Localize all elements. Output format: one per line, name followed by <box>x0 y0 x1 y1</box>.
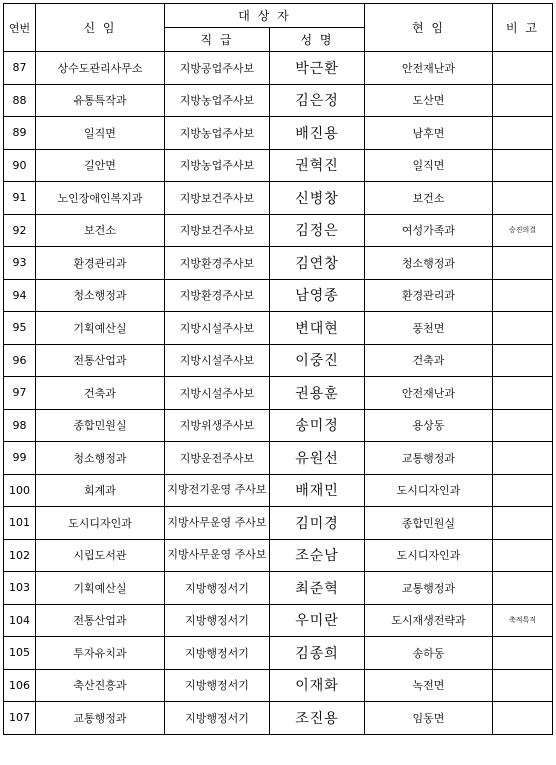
grade-cell: 지방시설주사보 <box>165 344 270 377</box>
current-post-cell: 안전재난과 <box>365 377 493 410</box>
remark-cell <box>493 637 553 670</box>
table-row <box>4 279 553 312</box>
row-number: 95 <box>4 312 36 345</box>
table-body <box>4 52 553 735</box>
row-number: 103 <box>4 572 36 605</box>
name-cell: 송미정 <box>270 409 365 442</box>
name-cell: 김정은 <box>270 214 365 247</box>
current-post-cell: 안전재난과 <box>365 52 493 85</box>
remark-cell <box>493 149 553 182</box>
current-post-cell: 교통행정과 <box>365 572 493 605</box>
table-row <box>4 572 553 605</box>
remark-cell <box>493 117 553 150</box>
name-cell: 권혁진 <box>270 149 365 182</box>
current-post-cell: 도시재생전략과 <box>365 604 493 637</box>
name-cell: 권용훈 <box>270 377 365 410</box>
personnel-table <box>3 3 553 735</box>
remark-cell <box>493 572 553 605</box>
row-number: 98 <box>4 409 36 442</box>
remark-cell <box>493 409 553 442</box>
grade-cell: 지방행정서기 <box>165 604 270 637</box>
new-post-cell: 일직면 <box>36 117 165 150</box>
name-cell: 김연창 <box>270 247 365 280</box>
current-post-cell: 남후면 <box>365 117 493 150</box>
grade-cell: 지방보건주사보 <box>165 214 270 247</box>
remark-cell <box>493 247 553 280</box>
grade-cell: 지방전기운영 주사보 <box>165 474 270 507</box>
new-post-cell: 청소행정과 <box>36 442 165 475</box>
row-number: 93 <box>4 247 36 280</box>
row-number: 106 <box>4 669 36 702</box>
grade-cell: 지방행정서기 <box>165 572 270 605</box>
current-post-cell: 종합민원실 <box>365 507 493 540</box>
new-post-cell: 유통특작과 <box>36 84 165 117</box>
current-post-cell: 건축과 <box>365 344 493 377</box>
table-row <box>4 214 553 247</box>
grade-cell: 지방공업주사보 <box>165 52 270 85</box>
remark-cell <box>493 702 553 735</box>
header-grade: 직 급 <box>165 28 270 52</box>
name-cell: 배재민 <box>270 474 365 507</box>
current-post-cell: 청소행정과 <box>365 247 493 280</box>
row-number: 105 <box>4 637 36 670</box>
table-row <box>4 377 553 410</box>
new-post-cell: 축산진흥과 <box>36 669 165 702</box>
grade-cell: 지방사무운영 주사보 <box>165 539 270 572</box>
name-cell: 남영종 <box>270 279 365 312</box>
name-cell: 우미란 <box>270 604 365 637</box>
grade-cell: 지방행정서기 <box>165 637 270 670</box>
new-post-cell: 청소행정과 <box>36 279 165 312</box>
current-post-cell: 환경관리과 <box>365 279 493 312</box>
remark-cell <box>493 312 553 345</box>
row-number: 94 <box>4 279 36 312</box>
current-post-cell: 여성가족과 <box>365 214 493 247</box>
table-row <box>4 247 553 280</box>
grade-cell: 지방시설주사보 <box>165 312 270 345</box>
new-post-cell: 보건소 <box>36 214 165 247</box>
table-row <box>4 312 553 345</box>
new-post-cell: 전통산업과 <box>36 604 165 637</box>
table-row <box>4 604 553 637</box>
current-post-cell: 풍천면 <box>365 312 493 345</box>
new-post-cell: 상수도관리사무소 <box>36 52 165 85</box>
table-row <box>4 344 553 377</box>
table-row <box>4 442 553 475</box>
table-row <box>4 539 553 572</box>
table-row <box>4 702 553 735</box>
table-row <box>4 52 553 85</box>
name-cell: 유원선 <box>270 442 365 475</box>
name-cell: 변대현 <box>270 312 365 345</box>
grade-cell: 지방운전주사보 <box>165 442 270 475</box>
remark-cell <box>493 279 553 312</box>
row-number: 102 <box>4 539 36 572</box>
grade-cell: 지방위생주사보 <box>165 409 270 442</box>
current-post-cell: 도산면 <box>365 84 493 117</box>
name-cell: 최준혁 <box>270 572 365 605</box>
table-row <box>4 84 553 117</box>
header-target: 대 상 자 <box>165 4 365 28</box>
new-post-cell: 도시디자인과 <box>36 507 165 540</box>
header-current-post: 현 임 <box>365 4 493 52</box>
row-number: 99 <box>4 442 36 475</box>
remark-cell <box>493 539 553 572</box>
table-row <box>4 409 553 442</box>
row-number: 107 <box>4 702 36 735</box>
name-cell: 조진용 <box>270 702 365 735</box>
new-post-cell: 시립도서관 <box>36 539 165 572</box>
name-cell: 이재화 <box>270 669 365 702</box>
remark-cell <box>493 84 553 117</box>
table-row <box>4 182 553 215</box>
name-cell: 이중진 <box>270 344 365 377</box>
row-number: 90 <box>4 149 36 182</box>
table-row <box>4 149 553 182</box>
name-cell: 배진용 <box>270 117 365 150</box>
row-number: 91 <box>4 182 36 215</box>
grade-cell: 지방환경주사보 <box>165 279 270 312</box>
remark-cell <box>493 377 553 410</box>
row-number: 100 <box>4 474 36 507</box>
grade-cell: 지방농업주사보 <box>165 149 270 182</box>
current-post-cell: 임동면 <box>365 702 493 735</box>
row-number: 87 <box>4 52 36 85</box>
row-number: 88 <box>4 84 36 117</box>
grade-cell: 지방시설주사보 <box>165 377 270 410</box>
header-remarks: 비 고 <box>493 4 553 52</box>
name-cell: 김종희 <box>270 637 365 670</box>
header-name: 성 명 <box>270 28 365 52</box>
current-post-cell: 교통행정과 <box>365 442 493 475</box>
grade-cell: 지방농업주사보 <box>165 117 270 150</box>
name-cell: 김미경 <box>270 507 365 540</box>
new-post-cell: 건축과 <box>36 377 165 410</box>
remark-cell: 승진의결 <box>493 214 553 247</box>
remark-cell <box>493 52 553 85</box>
row-number: 89 <box>4 117 36 150</box>
table-row <box>4 507 553 540</box>
remark-cell: 축적특직 <box>493 604 553 637</box>
grade-cell: 지방환경주사보 <box>165 247 270 280</box>
name-cell: 조순남 <box>270 539 365 572</box>
row-number: 97 <box>4 377 36 410</box>
current-post-cell: 용상동 <box>365 409 493 442</box>
new-post-cell: 회계과 <box>36 474 165 507</box>
grade-cell: 지방행정서기 <box>165 669 270 702</box>
name-cell: 김은정 <box>270 84 365 117</box>
table-row <box>4 474 553 507</box>
grade-cell: 지방농업주사보 <box>165 84 270 117</box>
current-post-cell: 송하동 <box>365 637 493 670</box>
row-number: 92 <box>4 214 36 247</box>
row-number: 101 <box>4 507 36 540</box>
current-post-cell: 도시디자인과 <box>365 474 493 507</box>
remark-cell <box>493 442 553 475</box>
table-header <box>4 4 553 52</box>
row-number: 96 <box>4 344 36 377</box>
new-post-cell: 길안면 <box>36 149 165 182</box>
table-row <box>4 117 553 150</box>
new-post-cell: 기획예산실 <box>36 312 165 345</box>
table-row <box>4 637 553 670</box>
remark-cell <box>493 474 553 507</box>
new-post-cell: 환경관리과 <box>36 247 165 280</box>
remark-cell <box>493 182 553 215</box>
header-new-post: 신 임 <box>36 4 165 52</box>
new-post-cell: 투자유치과 <box>36 637 165 670</box>
remark-cell <box>493 669 553 702</box>
name-cell: 신병창 <box>270 182 365 215</box>
remark-cell <box>493 507 553 540</box>
grade-cell: 지방행정서기 <box>165 702 270 735</box>
current-post-cell: 일직면 <box>365 149 493 182</box>
grade-cell: 지방보건주사보 <box>165 182 270 215</box>
new-post-cell: 전통산업과 <box>36 344 165 377</box>
grade-cell: 지방사무운영 주사보 <box>165 507 270 540</box>
current-post-cell: 보건소 <box>365 182 493 215</box>
new-post-cell: 노인장애인복지과 <box>36 182 165 215</box>
row-number: 104 <box>4 604 36 637</box>
new-post-cell: 교통행정과 <box>36 702 165 735</box>
current-post-cell: 녹전면 <box>365 669 493 702</box>
remark-cell <box>493 344 553 377</box>
new-post-cell: 종합민원실 <box>36 409 165 442</box>
name-cell: 박근환 <box>270 52 365 85</box>
table-row <box>4 669 553 702</box>
current-post-cell: 도시디자인과 <box>365 539 493 572</box>
header-no: 연번 <box>4 4 36 52</box>
new-post-cell: 기획예산실 <box>36 572 165 605</box>
